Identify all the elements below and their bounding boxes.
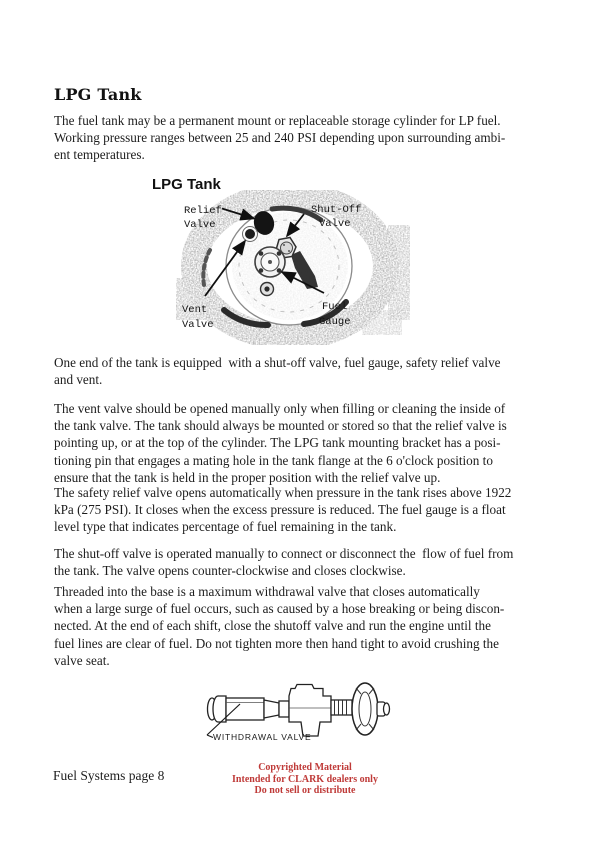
text-line: and vent.	[54, 372, 103, 388]
text-line: One end of the tank is equipped with a shut-off valve, fuel gauge, safety relief valve	[54, 355, 501, 370]
vent-valve-label: Valve	[182, 319, 214, 331]
text-line: Do not sell or distribute	[254, 785, 356, 797]
text-line: when a large surge of fuel occurs, such as caused by a hose breaking or being discon-	[54, 601, 505, 617]
withdrawal-valve-figure	[193, 672, 398, 750]
withdrawal-valve-label: WITHDRAWAL VALVE	[213, 732, 312, 742]
relief-valve-label: Valve	[184, 219, 216, 231]
text-line: valve seat.	[54, 652, 110, 668]
text-line: Threaded into the base is a maximum withdrawal valve that closes automatically	[54, 584, 480, 599]
text-line: kPa (275 PSI). It closes when the excess pressure is reduced. The fuel gauge is a float	[54, 502, 506, 518]
text-line: fuel lines are clear of fuel. Do not tighten more then hand tight to avoid crushing the	[54, 635, 499, 651]
paragraph-tank-equipment	[54, 354, 501, 388]
figure-caption-lpg-tank: LPG Tank	[152, 176, 221, 193]
lpg-tank-figure	[172, 190, 422, 345]
paragraph-intro	[54, 112, 505, 164]
text-line: Copyrighted Material	[258, 762, 352, 773]
text-line: tioning pin that engages a mating hole in the tank flange at the 6 o'clock position to	[54, 452, 493, 468]
text-line: Working pressure ranges between 25 and 240 PSI depending upon surrounding ambi-	[54, 130, 506, 146]
text-line: the tank valve. The tank should always be mounted or stored so that the relief valve is	[54, 418, 507, 434]
fuel-gauge-label: Gauge	[319, 316, 351, 328]
paragraph-withdrawal	[54, 583, 504, 669]
footer-page-label: Fuel Systems page 8	[53, 768, 165, 783]
fuel-gauge-label: Fuel	[322, 301, 348, 313]
fuel-gauge-shape	[255, 247, 285, 277]
text-line: nected. At the end of each shift, close the shutoff valve and run the engine until the	[54, 618, 492, 634]
relief-valve-label: Relief	[184, 205, 222, 217]
paragraph-shut-off	[54, 545, 513, 579]
paragraph-vent-valve	[54, 400, 507, 486]
page-title: LPG Tank	[54, 85, 142, 104]
text-line: pointing up, or at the top of the cylinder. The LPG tank mounting bracket has a posi-	[54, 435, 501, 451]
shut-off-valve-label: Shut-Off	[311, 204, 362, 216]
text-line: level type that indicates percentage of fuel remaining in the tank.	[54, 519, 397, 535]
copyright-notice	[150, 762, 460, 797]
paragraph-safety-relief	[54, 484, 511, 536]
vent-valve-label: Vent	[182, 304, 208, 316]
text-line: The safety relief valve opens automatically when pressure in the tank rises above 1922	[54, 485, 512, 500]
text-line: ent temperatures.	[54, 147, 145, 163]
lower-port-shape	[261, 283, 274, 296]
text-line: Intended for CLARK dealers only	[232, 773, 378, 785]
text-line: The vent valve should be opened manually only when filling or cleaning the inside of	[54, 401, 506, 416]
shut-off-valve-label: Valve	[319, 218, 351, 230]
text-line: The shut-off valve is operated manually to connect or disconnect the flow of fuel from	[54, 546, 514, 561]
text-line: The fuel tank may be a permanent mount or replaceable storage cylinder for LP fuel.	[54, 113, 501, 128]
text-line: ensure that the tank is held in the proper position with the relief valve up.	[54, 469, 441, 485]
text-line: the tank. The valve opens counter-clockwise and closes clockwise.	[54, 563, 406, 579]
